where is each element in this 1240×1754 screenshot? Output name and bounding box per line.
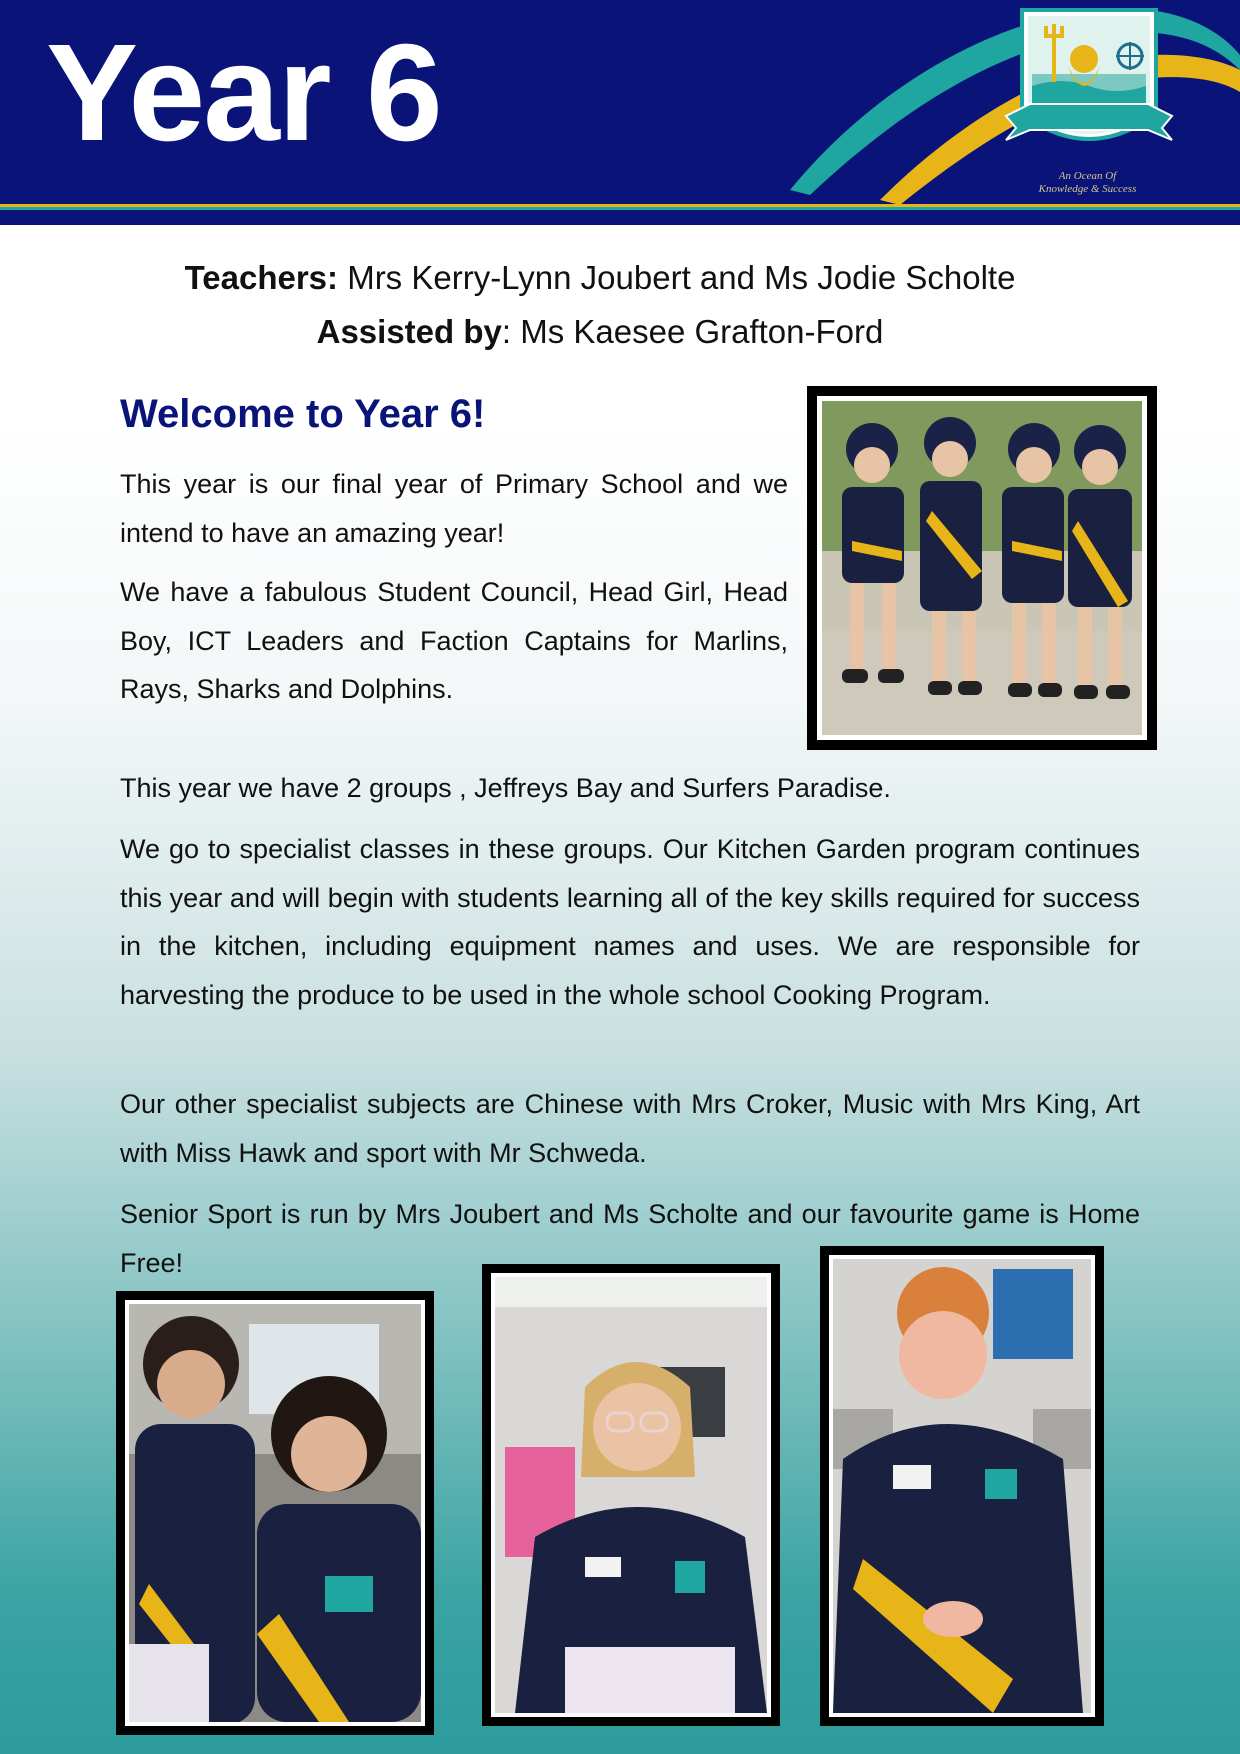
- senior-sport-paragraph: Senior Sport is run by Mrs Joubert and Ms Scholte and our favourite game is Home Free!: [120, 1199, 1140, 1278]
- specialist-subjects-paragraph: Our other specialist subjects are Chinese with Mrs Croker, Music with Mrs King, Art with Miss Hawk and sport with Mr Schweda.: [120, 1089, 1140, 1168]
- teachers-label: Teachers:: [184, 259, 339, 296]
- leadership-paragraph: We have a fabulous Student Council, Head Girl, Head Boy, ICT Leaders and Faction Captains for Marlins, Rays, Sharks and Dolphins.: [120, 577, 788, 704]
- two-students-photo-frame: [116, 1291, 434, 1735]
- page-header: [0, 0, 1240, 225]
- teachers-names: Mrs Kerry-Lynn Joubert and Ms Jodie Scholte: [338, 259, 1016, 296]
- groups-paragraph: This year we have 2 groups , Jeffreys Bay and Surfers Paradise.: [120, 773, 891, 803]
- group-photo: [822, 401, 1142, 735]
- teachers-line: [0, 258, 1200, 298]
- student-boy-photo: [833, 1259, 1091, 1713]
- two-students-photo: [129, 1304, 421, 1722]
- assistant-name: : Ms Kaesee Grafton-Ford: [501, 313, 884, 350]
- page-title: Year 6: [46, 16, 441, 170]
- group-photo-frame: [807, 386, 1157, 750]
- intro-paragraph: This year is our final year of Primary School and we intend to have an amazing year!: [120, 469, 788, 548]
- school-motto: [1010, 170, 1165, 196]
- welcome-heading: Welcome to Year 6!: [120, 392, 486, 436]
- motto-line-1: An Ocean Of: [1058, 170, 1117, 182]
- assisted-by-label: Assisted by: [316, 313, 502, 350]
- student-glasses-photo: [495, 1277, 767, 1713]
- two-rocks-logo: [1002, 4, 1176, 172]
- motto-line-2: Knowledge & Success: [1038, 183, 1137, 195]
- header-teal-stripe: [0, 207, 1240, 210]
- student-boy-photo-frame: [820, 1246, 1104, 1726]
- kitchen-garden-paragraph: We go to specialist classes in these groups. Our Kitchen Garden program continues this year and will begin with students learning all of the key skills required for success in the kitchen, including equipment names and uses. We are responsible for harvesting the produce to be used in the whole school Cooking Program.: [120, 834, 1140, 1010]
- assisted-by-line: [0, 312, 1200, 352]
- student-glasses-photo-frame: [482, 1264, 780, 1726]
